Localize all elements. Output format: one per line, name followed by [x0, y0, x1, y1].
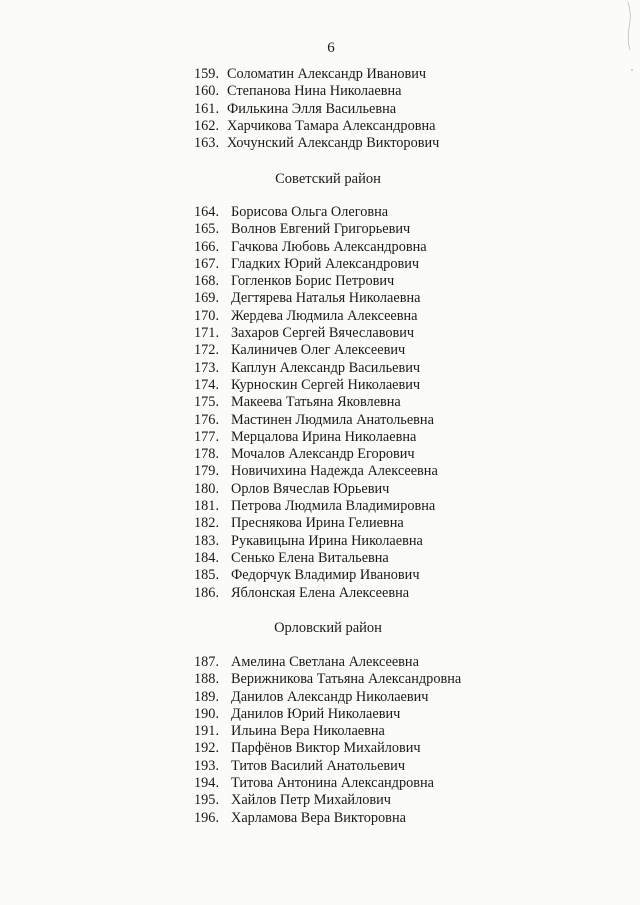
list-item [194, 775, 640, 792]
list-item [194, 810, 640, 827]
list-item-number: 185. [194, 567, 220, 584]
list-item-name: Рукавицына Ирина Николаевна [231, 532, 423, 549]
list-item-name: Калиничев Олег Алексеевич [231, 342, 406, 359]
list-item [194, 66, 640, 83]
list-item [194, 204, 640, 221]
list-item [194, 325, 640, 342]
list-item-name: Титов Василий Анатольевич [231, 757, 406, 774]
list-item-number: 162. [194, 117, 220, 134]
list-item-name: Петрова Людмила Владимировна [231, 498, 436, 515]
list-orlovsky [0, 654, 640, 827]
list-item-number: 161. [194, 100, 220, 117]
list-item-name: Хочунский Александр Викторович [227, 135, 440, 152]
list-item [194, 221, 640, 238]
list-item [194, 256, 640, 273]
list-item-number: 178. [194, 446, 220, 463]
list-item-number: 164. [194, 204, 220, 220]
list-item-number: 194. [194, 775, 220, 792]
list-item [194, 463, 640, 480]
list-item-number: 179. [194, 463, 220, 480]
list-item-number: 163. [194, 135, 220, 152]
list-item [194, 654, 640, 671]
list-item-number: 175. [194, 394, 220, 411]
list-item [194, 101, 640, 118]
list-item-name: Соломатин Александр Иванович [227, 66, 427, 82]
list-item [194, 706, 640, 723]
list-item [194, 671, 640, 688]
list-item [194, 377, 640, 394]
list-item-name: Жердева Людмила Алексеевна [231, 307, 418, 324]
list-item-name: Парфёнов Виктор Михайлович [231, 740, 421, 757]
list-item-name: Новичихина Надежда Алексеевна [231, 463, 438, 480]
list-item-name: Мочалов Александр Егорович [231, 446, 415, 463]
list-item-number: 168. [194, 273, 220, 290]
list-item-name: Каплун Александр Васильевич [231, 359, 421, 376]
list-item-name: Ильина Вера Николаевна [231, 723, 385, 740]
page-number: 6 [327, 40, 335, 56]
list-item-number: 188. [194, 671, 220, 688]
list-item-name: Гогленков Борис Петрович [231, 273, 395, 290]
list-item [194, 290, 640, 307]
list-item-name: Харчикова Тамара Александровна [227, 117, 436, 134]
list-item [194, 273, 640, 290]
list-item-name: Яблонская Елена Алексеевна [231, 584, 410, 601]
scan-edge-mark [624, 0, 636, 80]
list-item-number: 196. [194, 809, 220, 826]
list-item [194, 118, 640, 135]
list-item-number: 177. [194, 428, 220, 445]
list-item [194, 689, 640, 706]
list-item-number: 172. [194, 342, 220, 359]
list-item-number: 180. [194, 480, 220, 497]
list-item-name: Сенько Елена Витальевна [231, 549, 389, 566]
list-item-name: Борисова Ольга Олеговна [231, 204, 389, 220]
list-item [194, 758, 640, 775]
list-item [194, 567, 640, 584]
list-item-number: 181. [194, 498, 220, 515]
list-item-name: Курноскин Сергей Николаевич [231, 376, 421, 393]
list-item-name: Гладких Юрий Александрович [231, 255, 420, 272]
list-item-number: 174. [194, 376, 220, 393]
list-item-number: 192. [194, 740, 220, 757]
list-item [194, 740, 640, 757]
list-item-name: Титова Антонина Александровна [231, 775, 435, 792]
list-item [194, 533, 640, 550]
list-item-name: Орлов Вячеслав Юрьевич [231, 480, 390, 497]
list-item-number: 184. [194, 549, 220, 566]
list-item [194, 429, 640, 446]
list-item-number: 173. [194, 359, 220, 376]
list-item-name: Хайлов Петр Михайлович [231, 792, 391, 809]
list-item-number: 189. [194, 688, 220, 705]
list-item [194, 792, 640, 809]
list-item-number: 171. [194, 325, 220, 342]
list-item [194, 360, 640, 377]
list-item-number: 193. [194, 757, 220, 774]
list-item [194, 308, 640, 325]
list-item [194, 135, 640, 152]
list-item [194, 723, 640, 740]
list-item-name: Верижникова Татьяна Александровна [231, 671, 462, 688]
list-item-number: 160. [194, 83, 220, 100]
list-item-name: Мастинен Людмила Анатольевна [231, 411, 434, 428]
list-sovetsky [0, 204, 640, 602]
list-item-name: Харламова Вера Викторовна [231, 809, 406, 826]
list-item [194, 515, 640, 532]
list-item-number: 159. [194, 66, 220, 82]
list-item-number: 166. [194, 238, 220, 255]
list-item-number: 167. [194, 255, 220, 272]
list-item-name: Данилов Александр Николаевич [231, 688, 429, 705]
list-item-number: 187. [194, 654, 220, 670]
list-item-name: Волнов Евгений Григорьевич [231, 221, 411, 238]
list-item [194, 446, 640, 463]
list-item-number: 169. [194, 290, 220, 307]
list-item-name: Дегтярева Наталья Николаевна [231, 290, 421, 307]
list-item-number: 190. [194, 705, 220, 722]
list-item-number: 176. [194, 411, 220, 428]
section-title-sovetsky: Советский район [275, 171, 381, 187]
list-item [194, 394, 640, 411]
list-item-number: 183. [194, 532, 220, 549]
list-item-name: Данилов Юрий Николаевич [231, 705, 401, 722]
section-title-orlovsky: Орловский район [274, 620, 382, 636]
list-item-number: 186. [194, 584, 220, 601]
list-item-number: 165. [194, 221, 220, 238]
list-item-number: 191. [194, 723, 220, 740]
list-item [194, 412, 640, 429]
list-item-number: 170. [194, 307, 220, 324]
list-item [194, 342, 640, 359]
list-item [194, 550, 640, 567]
list-item [194, 498, 640, 515]
list-item-name: Филькина Элля Васильевна [227, 100, 397, 117]
list-item [194, 239, 640, 256]
list-item-name: Мерцалова Ирина Николаевна [231, 428, 417, 445]
list-item-number: 195. [194, 792, 220, 809]
list-continuation [0, 66, 640, 152]
list-item-name: Степанова Нина Николаевна [227, 83, 402, 100]
list-item-name: Захаров Сергей Вячеславович [231, 325, 415, 342]
list-item-name: Преснякова Ирина Гелиевна [231, 515, 404, 532]
list-item-number: 182. [194, 515, 220, 532]
list-item [194, 481, 640, 498]
list-item-name: Федорчук Владимир Иванович [231, 567, 420, 584]
list-item-name: Гачкова Любовь Александровна [231, 238, 427, 255]
list-item-name: Макеева Татьяна Яковлевна [231, 394, 401, 411]
list-item-name: Амелина Светлана Алексеевна [231, 654, 419, 670]
list-item [194, 585, 640, 602]
list-item [194, 83, 640, 100]
